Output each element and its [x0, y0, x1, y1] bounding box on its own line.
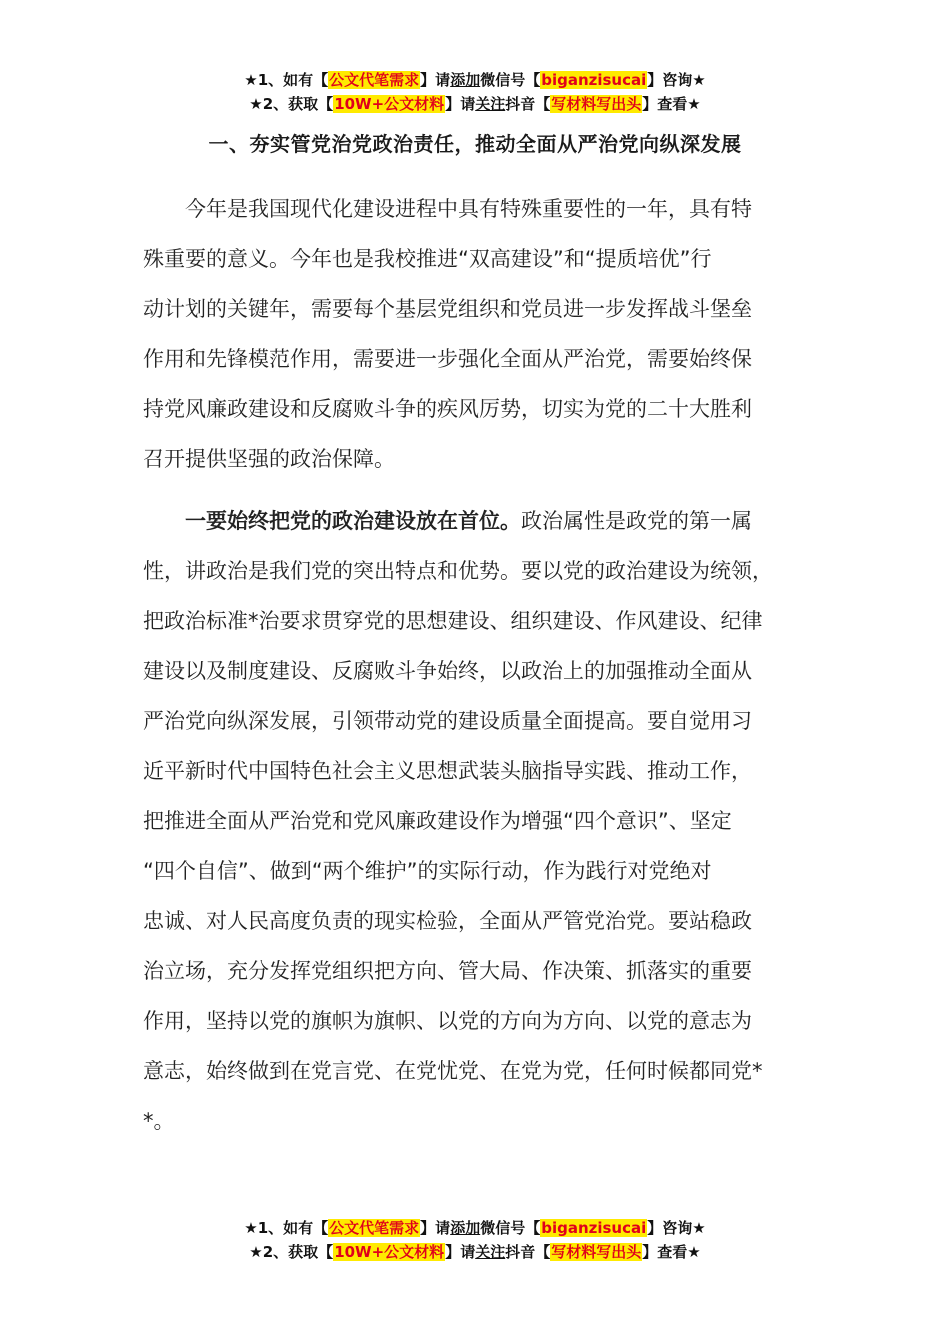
promo-text: 】请 [420, 1219, 451, 1237]
promo-underlined: 添加 [450, 71, 481, 89]
paragraph-line: 治立场，充分发挥党组织把方向、管大局、作决策、抓落实的重要 [143, 959, 752, 983]
promo-banner-top [0, 68, 950, 116]
paragraph-line: 严治党向纵深发展，引领带动党的建设质量全面提高。要自觉用习 [143, 709, 752, 733]
paragraph-line: 殊重要的意义。今年也是我校推进“双高建设”和“提质培优”行 [143, 247, 712, 271]
paragraph-line: 今年是我国现代化建设进程中具有特殊重要性的一年，具有特 [185, 197, 752, 221]
paragraph-intro [143, 184, 833, 484]
paragraph-line: 动计划的关键年，需要每个基层党组织和党员进一步发挥战斗堡垒 [143, 297, 752, 321]
promo-text: 抖音【 [505, 95, 551, 113]
promo-highlight: 公文代笔需求 [329, 1219, 420, 1237]
paragraph-lead-sentence: 一要始终把党的政治建设放在首位。 [185, 509, 521, 533]
douyin-account-highlight: 写材料写出头 [551, 95, 642, 113]
promo-text: 】请 [420, 71, 451, 89]
paragraph-line: 性，讲政治是我们党的突出特点和优势。要以党的政治建设为统领， [143, 559, 773, 583]
douyin-account-highlight: 写材料写出头 [551, 1243, 642, 1261]
paragraph-line: 忠诚、对人民高度负责的现实检验，全面从严管党治党。要站稳政 [143, 909, 752, 933]
paragraph-political-building [143, 496, 833, 1146]
promo-line-1 [0, 1216, 950, 1240]
paragraph-line: 意志，始终做到在党言党、在党忧党、在党为党，任何时候都同党* [143, 1059, 763, 1083]
promo-text: 微信号【 [480, 71, 541, 89]
promo-text: ★1、如有【 [244, 71, 329, 89]
paragraph-line [143, 496, 833, 546]
paragraph-line: 召开提供坚强的政治保障。 [143, 447, 395, 471]
promo-line-2 [0, 1240, 950, 1264]
paragraph-line: 作用，坚持以党的旗帜为旗帜、以党的方向为方向、以党的意志为 [143, 1009, 752, 1033]
promo-text: ★2、获取【 [249, 1243, 334, 1261]
paragraph-line: 持党风廉政建设和反腐败斗争的疾风厉势，切实为党的二十大胜利 [143, 397, 752, 421]
promo-text: 】咨询★ [647, 1219, 706, 1237]
promo-underlined: 关注 [475, 95, 506, 113]
promo-highlight: 公文代笔需求 [329, 71, 420, 89]
promo-text: ★1、如有【 [244, 1219, 329, 1237]
promo-text: 抖音【 [505, 1243, 551, 1261]
promo-highlight: 10W+公文材料 [334, 95, 445, 113]
section-heading: 一、夯实管党治党政治责任，推动全面从严治党向纵深发展 [208, 132, 742, 156]
promo-text: 】请 [445, 1243, 476, 1261]
promo-banner-bottom [0, 1216, 950, 1264]
wechat-id-highlight: biganzisucai [541, 1219, 647, 1237]
promo-text: 】请 [445, 95, 476, 113]
paragraph-line: *。 [143, 1109, 175, 1133]
paragraph-line: 建设以及制度建设、反腐败斗争始终，以政治上的加强推动全面从 [143, 659, 752, 683]
paragraph-line: 把推进全面从严治党和党风廉政建设作为增强“四个意识”、坚定 [143, 809, 732, 833]
wechat-id-highlight: biganzisucai [541, 71, 647, 89]
promo-text: 】咨询★ [647, 71, 706, 89]
promo-underlined: 添加 [450, 1219, 481, 1237]
paragraph-line: 把政治标准*治要求贯穿党的思想建设、组织建设、作风建设、纪律 [143, 609, 763, 633]
promo-line-1 [0, 68, 950, 92]
paragraph-text: 政治属性是政党的第一属 [521, 509, 752, 533]
paragraph-line: 作用和先锋模范作用，需要进一步强化全面从严治党，需要始终保 [143, 347, 752, 371]
promo-line-2 [0, 92, 950, 116]
promo-underlined: 关注 [475, 1243, 506, 1261]
promo-text: ★2、获取【 [249, 95, 334, 113]
paragraph-line: 近平新时代中国特色社会主义思想武装头脑指导实践、推动工作， [143, 759, 752, 783]
paragraph-line: “四个自信”、做到“两个维护”的实际行动，作为践行对党绝对 [143, 859, 712, 883]
promo-text: 】查看★ [642, 1243, 701, 1261]
promo-highlight: 10W+公文材料 [334, 1243, 445, 1261]
promo-text: 微信号【 [480, 1219, 541, 1237]
promo-text: 】查看★ [642, 95, 701, 113]
